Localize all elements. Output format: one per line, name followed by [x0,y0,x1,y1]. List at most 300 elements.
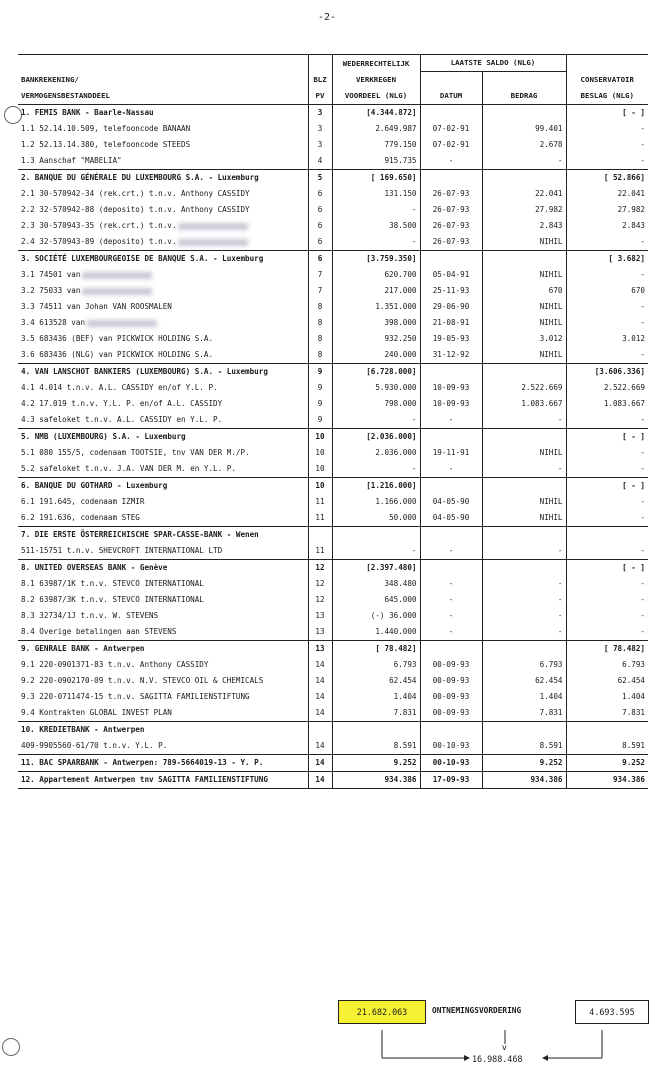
cell-wederrechtelijk [332,755,420,772]
row-wederrechtelijk: - [411,546,417,556]
table-bottom-rule [18,789,648,792]
row-id: 1.2 [21,140,35,150]
cell-wederrechtelijk [332,315,420,331]
cell-bedrag [482,299,566,315]
row-datum: 00-09-93 [432,692,470,702]
row-description: KREDIETBANK - Antwerpen [39,725,145,735]
row-conservatoir: [ - ] [622,563,645,573]
row-id: 3.5 [21,334,35,344]
header-saldo: LAATSTE SALDO (NLG) [420,55,566,72]
cell-description [18,170,308,187]
row-datum: - [448,611,454,621]
cell-bedrag [482,772,566,789]
row-conservatoir: 27.982 [617,205,645,215]
row-id: 8.2 [21,595,35,605]
cell-conservatoir [566,445,648,461]
row-bedrag: 8.591 [539,741,563,751]
row-wederrechtelijk: [1.216.000] [366,481,417,491]
cell-wederrechtelijk [332,380,420,396]
row-conservatoir: [3.606.336] [594,367,645,377]
row-blz: 13 [315,627,325,637]
cell-conservatoir [566,251,648,268]
row-blz: 3 [317,140,323,150]
row-wederrechtelijk: - [411,415,417,425]
row-wederrechtelijk: 1.351.000 [375,302,417,312]
cell-description [18,461,308,478]
row-id: 4. [21,367,31,377]
row-blz: 8 [317,318,323,328]
row-description: SOCIÉTÉ LUXEMBOURGEOISE DE BANQUE S.A. - Luxemburg [34,254,264,264]
ledger-row [18,153,648,170]
row-bedrag: 22.041 [535,189,563,199]
row-blz: 6 [317,237,323,247]
cell-blz [308,673,332,689]
cell-wederrechtelijk [332,267,420,283]
ledger-row [18,689,648,705]
cell-conservatoir [566,331,648,347]
cell-description [18,738,308,755]
redacted-name [82,272,152,279]
ledger-row [18,283,648,299]
cell-datum [420,380,482,396]
row-description: 74511 van Johan VAN ROOSMALEN [39,302,172,312]
row-id: 5. [21,432,31,442]
row-description: UNITED OVERSEAS BANK - Genève [34,563,168,573]
row-conservatoir: [ 78.482] [603,644,645,654]
cell-blz [308,396,332,412]
row-description: 63987/1K t.n.v. STEVCO INTERNATIONAL [39,579,204,589]
cell-blz [308,202,332,218]
group-title-row [18,560,648,577]
cell-bedrag [482,641,566,658]
cell-description [18,673,308,689]
cell-bedrag [482,592,566,608]
cell-wederrechtelijk [332,347,420,364]
row-blz: 14 [315,741,325,751]
cell-conservatoir [566,105,648,122]
ledger-row [18,315,648,331]
total-wederrechtelijk: 21.682.063 [338,1000,426,1024]
row-description: DIE ERSTE ÖSTERREICHISCHE SPAR-CASSE-BANK - Wenen [34,530,259,540]
cell-bedrag [482,283,566,299]
row-conservatoir: - [640,270,645,280]
row-conservatoir: [ - ] [622,481,645,491]
group-title-row [18,429,648,446]
row-datum: 31-12-92 [432,350,470,360]
cell-description [18,705,308,722]
group-title-row [18,527,648,544]
cell-conservatoir [566,234,648,251]
cell-wederrechtelijk [332,527,420,544]
ledger-row [18,576,648,592]
cell-bedrag [482,202,566,218]
row-conservatoir: - [640,579,645,589]
cell-datum [420,105,482,122]
cell-conservatoir [566,186,648,202]
cell-conservatoir [566,137,648,153]
row-wederrechtelijk: 1.166.000 [375,497,417,507]
row-blz: 6 [317,189,323,199]
svg-text:v: v [502,1043,507,1052]
cell-description [18,299,308,315]
row-id: 4.2 [21,399,35,409]
row-blz: 14 [315,708,325,718]
row-description: BAC SPAARBANK - Antwerpen: 789-5664019-13 - Y. P. [39,758,264,768]
cell-bedrag [482,234,566,251]
cell-bedrag [482,137,566,153]
row-bedrag: - [557,546,563,556]
cell-conservatoir [566,153,648,170]
row-conservatoir: - [640,627,645,637]
row-datum: - [448,546,454,556]
row-bedrag: NIHIL [539,350,563,360]
row-description: 63987/3K t.n.v. STEVCO INTERNATIONAL [39,595,204,605]
cell-blz [308,689,332,705]
cell-datum [420,722,482,739]
row-bedrag: - [557,611,563,621]
cell-wederrechtelijk [332,624,420,641]
cell-wederrechtelijk [332,202,420,218]
row-id: 8. [21,563,31,573]
cell-conservatoir [566,218,648,234]
row-description: GENRALE BANK - Antwerpen [34,644,145,654]
cell-datum [420,576,482,592]
cell-conservatoir [566,170,648,187]
cell-bedrag [482,738,566,755]
cell-conservatoir [566,657,648,673]
row-description: 30-570942-34 (rek.crt.) t.n.v. Anthony CASSIDY [39,189,250,199]
row-wederrechtelijk: 131.150 [384,189,417,199]
cell-bedrag [482,170,566,187]
cell-datum [420,202,482,218]
row-description: 191.645, codenaam IZMIR [39,497,145,507]
row-wederrechtelijk: - [411,464,417,474]
row-bedrag: 3.012 [539,334,563,344]
cell-wederrechtelijk [332,170,420,187]
row-id: 6.2 [21,513,35,523]
cell-datum [420,755,482,772]
ledger-row [18,705,648,722]
cell-conservatoir [566,576,648,592]
redacted-name [82,288,152,295]
row-blz: 14 [315,692,325,702]
row-id: 3. [21,254,31,264]
row-wederrechtelijk: 779.150 [384,140,417,150]
ledger-row [18,543,648,560]
group-title-row [18,170,648,187]
cell-wederrechtelijk [332,429,420,446]
row-id: 6. [21,481,31,491]
row-datum: 00-10-93 [432,758,470,768]
cell-bedrag [482,380,566,396]
row-wederrechtelijk: 38.500 [389,221,417,231]
row-datum: 07-02-91 [432,140,470,150]
punch-hole-bottom [2,1038,20,1056]
cell-datum [420,624,482,641]
cell-description [18,429,308,446]
cell-blz [308,170,332,187]
cell-wederrechtelijk [332,592,420,608]
cell-description [18,689,308,705]
cell-datum [420,121,482,137]
row-datum: - [448,464,454,474]
row-conservatoir: 6.793 [622,660,645,670]
cell-bedrag [482,494,566,510]
cell-description [18,641,308,658]
row-bedrag: NIHIL [539,448,563,458]
cell-blz [308,299,332,315]
cell-blz [308,560,332,577]
row-wederrechtelijk: 50.000 [389,513,417,523]
row-datum: - [448,627,454,637]
cell-description [18,251,308,268]
row-id: 12. [21,775,35,785]
row-conservatoir: 9.252 [622,758,645,768]
row-wederrechtelijk: 932.250 [384,334,417,344]
row-description: Kontrakten GLOBAL INVEST PLAN [39,708,172,718]
cell-blz [308,234,332,251]
row-blz: 11 [315,497,325,507]
cell-blz [308,624,332,641]
cell-wederrechtelijk [332,560,420,577]
row-id: 2. [21,173,31,183]
ontnemingsvordering-label: ONTNEMINGSVORDERING [432,1006,522,1015]
row-description: 32-570943-89 (deposito) t.n.v. [39,237,177,247]
row-description: 52.13.14.380, telefooncode STEEDS [39,140,191,150]
cell-description [18,105,308,122]
cell-bedrag [482,722,566,739]
ledger-row [18,738,648,755]
row-conservatoir: - [640,415,645,425]
row-id: 2.3 [21,221,35,231]
cell-datum [420,608,482,624]
row-description: 220-0711474-15 t.n.v. SAGITTA FAMILIENSTIFTUNG [39,692,250,702]
cell-bedrag [482,315,566,331]
row-wederrechtelijk: 620.700 [384,270,417,280]
cell-datum [420,592,482,608]
cell-description [18,657,308,673]
row-description: 683436 (NLG) van PICKWICK HOLDING S.A. [39,350,214,360]
row-blz: 12 [315,579,325,589]
group-title-row [18,478,648,495]
cell-description [18,153,308,170]
cell-datum [420,738,482,755]
row-bedrag: NIHIL [539,513,563,523]
row-id: 3.1 [21,270,35,280]
cell-wederrechtelijk [332,494,420,510]
cell-conservatoir [566,412,648,429]
cell-description [18,283,308,299]
row-id: 3.4 [21,318,35,328]
header-row-1 [18,55,648,72]
row-bedrag: NIHIL [539,237,563,247]
row-description: Appartement Antwerpen tnv SAGITTA FAMILIENSTIFTUNG [39,775,268,785]
cell-blz [308,461,332,478]
row-id: 8.4 [21,627,35,637]
cell-bedrag [482,755,566,772]
row-datum: 26-07-93 [432,189,470,199]
row-id: 6.1 [21,497,35,507]
ledger-row [18,234,648,251]
cell-conservatoir [566,527,648,544]
row-conservatoir: 8.591 [622,741,645,751]
cell-blz [308,331,332,347]
row-description: 30-570943-35 (rek.crt.) t.n.v. [39,221,177,231]
row-description: 409-9905560-61/70 t.n.v. Y.L. P. [21,741,168,751]
row-conservatoir: - [640,595,645,605]
cell-conservatoir [566,478,648,495]
row-bedrag: NIHIL [539,302,563,312]
header-bankrekening: BANKREKENING/ [21,75,79,85]
row-conservatoir: - [640,318,645,328]
row-bedrag: 2.843 [539,221,563,231]
row-bedrag: 6.793 [539,660,563,670]
ledger-row [18,445,648,461]
ledger-row [18,592,648,608]
cell-conservatoir [566,283,648,299]
row-id: 1.1 [21,124,35,134]
cell-datum [420,705,482,722]
row-description: 4.014 t.n.v. A.L. CASSIDY en/of Y.L. P. [39,383,218,393]
cell-blz [308,429,332,446]
cell-conservatoir [566,510,648,527]
row-description: 613528 van [39,318,86,328]
row-description: 32734/1J t.n.v. W. STEVENS [39,611,159,621]
redacted-name [87,320,157,327]
row-blz: 3 [317,108,323,118]
cell-bedrag [482,412,566,429]
cell-datum [420,429,482,446]
cell-datum [420,218,482,234]
cell-blz [308,576,332,592]
row-description: 511-15751 t.n.v. SHEVCROFT INTERNATIONAL LTD [21,546,223,556]
cell-description [18,121,308,137]
page-number: -2- [318,12,337,23]
cell-bedrag [482,543,566,560]
row-bedrag: 9.252 [539,758,563,768]
cell-blz [308,755,332,772]
row-wederrechtelijk: 217.000 [384,286,417,296]
cell-wederrechtelijk [332,543,420,560]
difference-value: 16.988.468 [472,1054,523,1064]
cell-blz [308,283,332,299]
row-id: 9.4 [21,708,35,718]
header-bedrag: BEDRAG [482,88,566,105]
row-conservatoir: 22.041 [617,189,645,199]
row-wederrechtelijk: 934.386 [384,775,417,785]
row-blz: 9 [317,383,323,393]
row-wederrechtelijk: [ 169.650] [370,173,417,183]
row-conservatoir: - [640,497,645,507]
row-conservatoir: 934.386 [612,775,645,785]
row-conservatoir: [ - ] [622,108,645,118]
row-blz: 9 [317,367,323,377]
cell-description [18,543,308,560]
header-row-3 [18,88,648,105]
row-wederrechtelijk: [2.397.480] [366,563,417,573]
cell-wederrechtelijk [332,445,420,461]
cell-conservatoir [566,641,648,658]
cell-description [18,592,308,608]
row-id: 2.1 [21,189,35,199]
row-conservatoir: 2.843 [622,221,645,231]
cell-blz [308,608,332,624]
cell-blz [308,186,332,202]
cell-wederrechtelijk [332,722,420,739]
cell-blz [308,657,332,673]
row-blz: 3 [317,124,323,134]
cell-conservatoir [566,429,648,446]
group-title-row [18,772,648,789]
cell-description [18,478,308,495]
cell-wederrechtelijk [332,137,420,153]
cell-bedrag [482,461,566,478]
row-id: 9.1 [21,660,35,670]
row-wederrechtelijk: 5.930.000 [375,383,417,393]
cell-wederrechtelijk [332,478,420,495]
header-blz: BLZ [308,72,332,89]
cell-blz [308,267,332,283]
ledger-row [18,299,648,315]
row-id: 9.3 [21,692,35,702]
cell-blz [308,592,332,608]
row-conservatoir: - [640,302,645,312]
row-id: 5.1 [21,448,35,458]
row-blz: 6 [317,221,323,231]
cell-description [18,445,308,461]
cell-wederrechtelijk [332,186,420,202]
row-wederrechtelijk: 1.440.000 [375,627,417,637]
row-blz: 8 [317,334,323,344]
row-blz: 14 [315,758,325,768]
row-datum: 26-07-93 [432,205,470,215]
cell-blz [308,738,332,755]
cell-bedrag [482,153,566,170]
cell-blz [308,105,332,122]
row-blz: 12 [315,595,325,605]
row-conservatoir: [ - ] [622,432,645,442]
cell-description [18,137,308,153]
row-wederrechtelijk: 240.000 [384,350,417,360]
row-datum: 04-05-90 [432,513,470,523]
cell-description [18,412,308,429]
cell-conservatoir [566,461,648,478]
row-bedrag: - [557,156,563,166]
row-datum: 29-06-90 [432,302,470,312]
cell-datum [420,331,482,347]
row-bedrag: 1.083.667 [521,399,563,409]
cell-conservatoir [566,347,648,364]
ledger-row [18,186,648,202]
cell-conservatoir [566,673,648,689]
row-datum: 26-07-93 [432,237,470,247]
cell-blz [308,772,332,789]
cell-datum [420,445,482,461]
cell-wederrechtelijk [332,641,420,658]
row-wederrechtelijk: - [411,205,417,215]
redacted-name [178,223,248,230]
cell-wederrechtelijk [332,510,420,527]
cell-wederrechtelijk [332,738,420,755]
header-wed-2: VERKREGEN [332,72,420,89]
ledger-row [18,673,648,689]
cell-blz [308,315,332,331]
row-datum: - [448,579,454,589]
cell-wederrechtelijk [332,705,420,722]
cell-bedrag [482,121,566,137]
row-id: 3.6 [21,350,35,360]
ledger-row [18,218,648,234]
